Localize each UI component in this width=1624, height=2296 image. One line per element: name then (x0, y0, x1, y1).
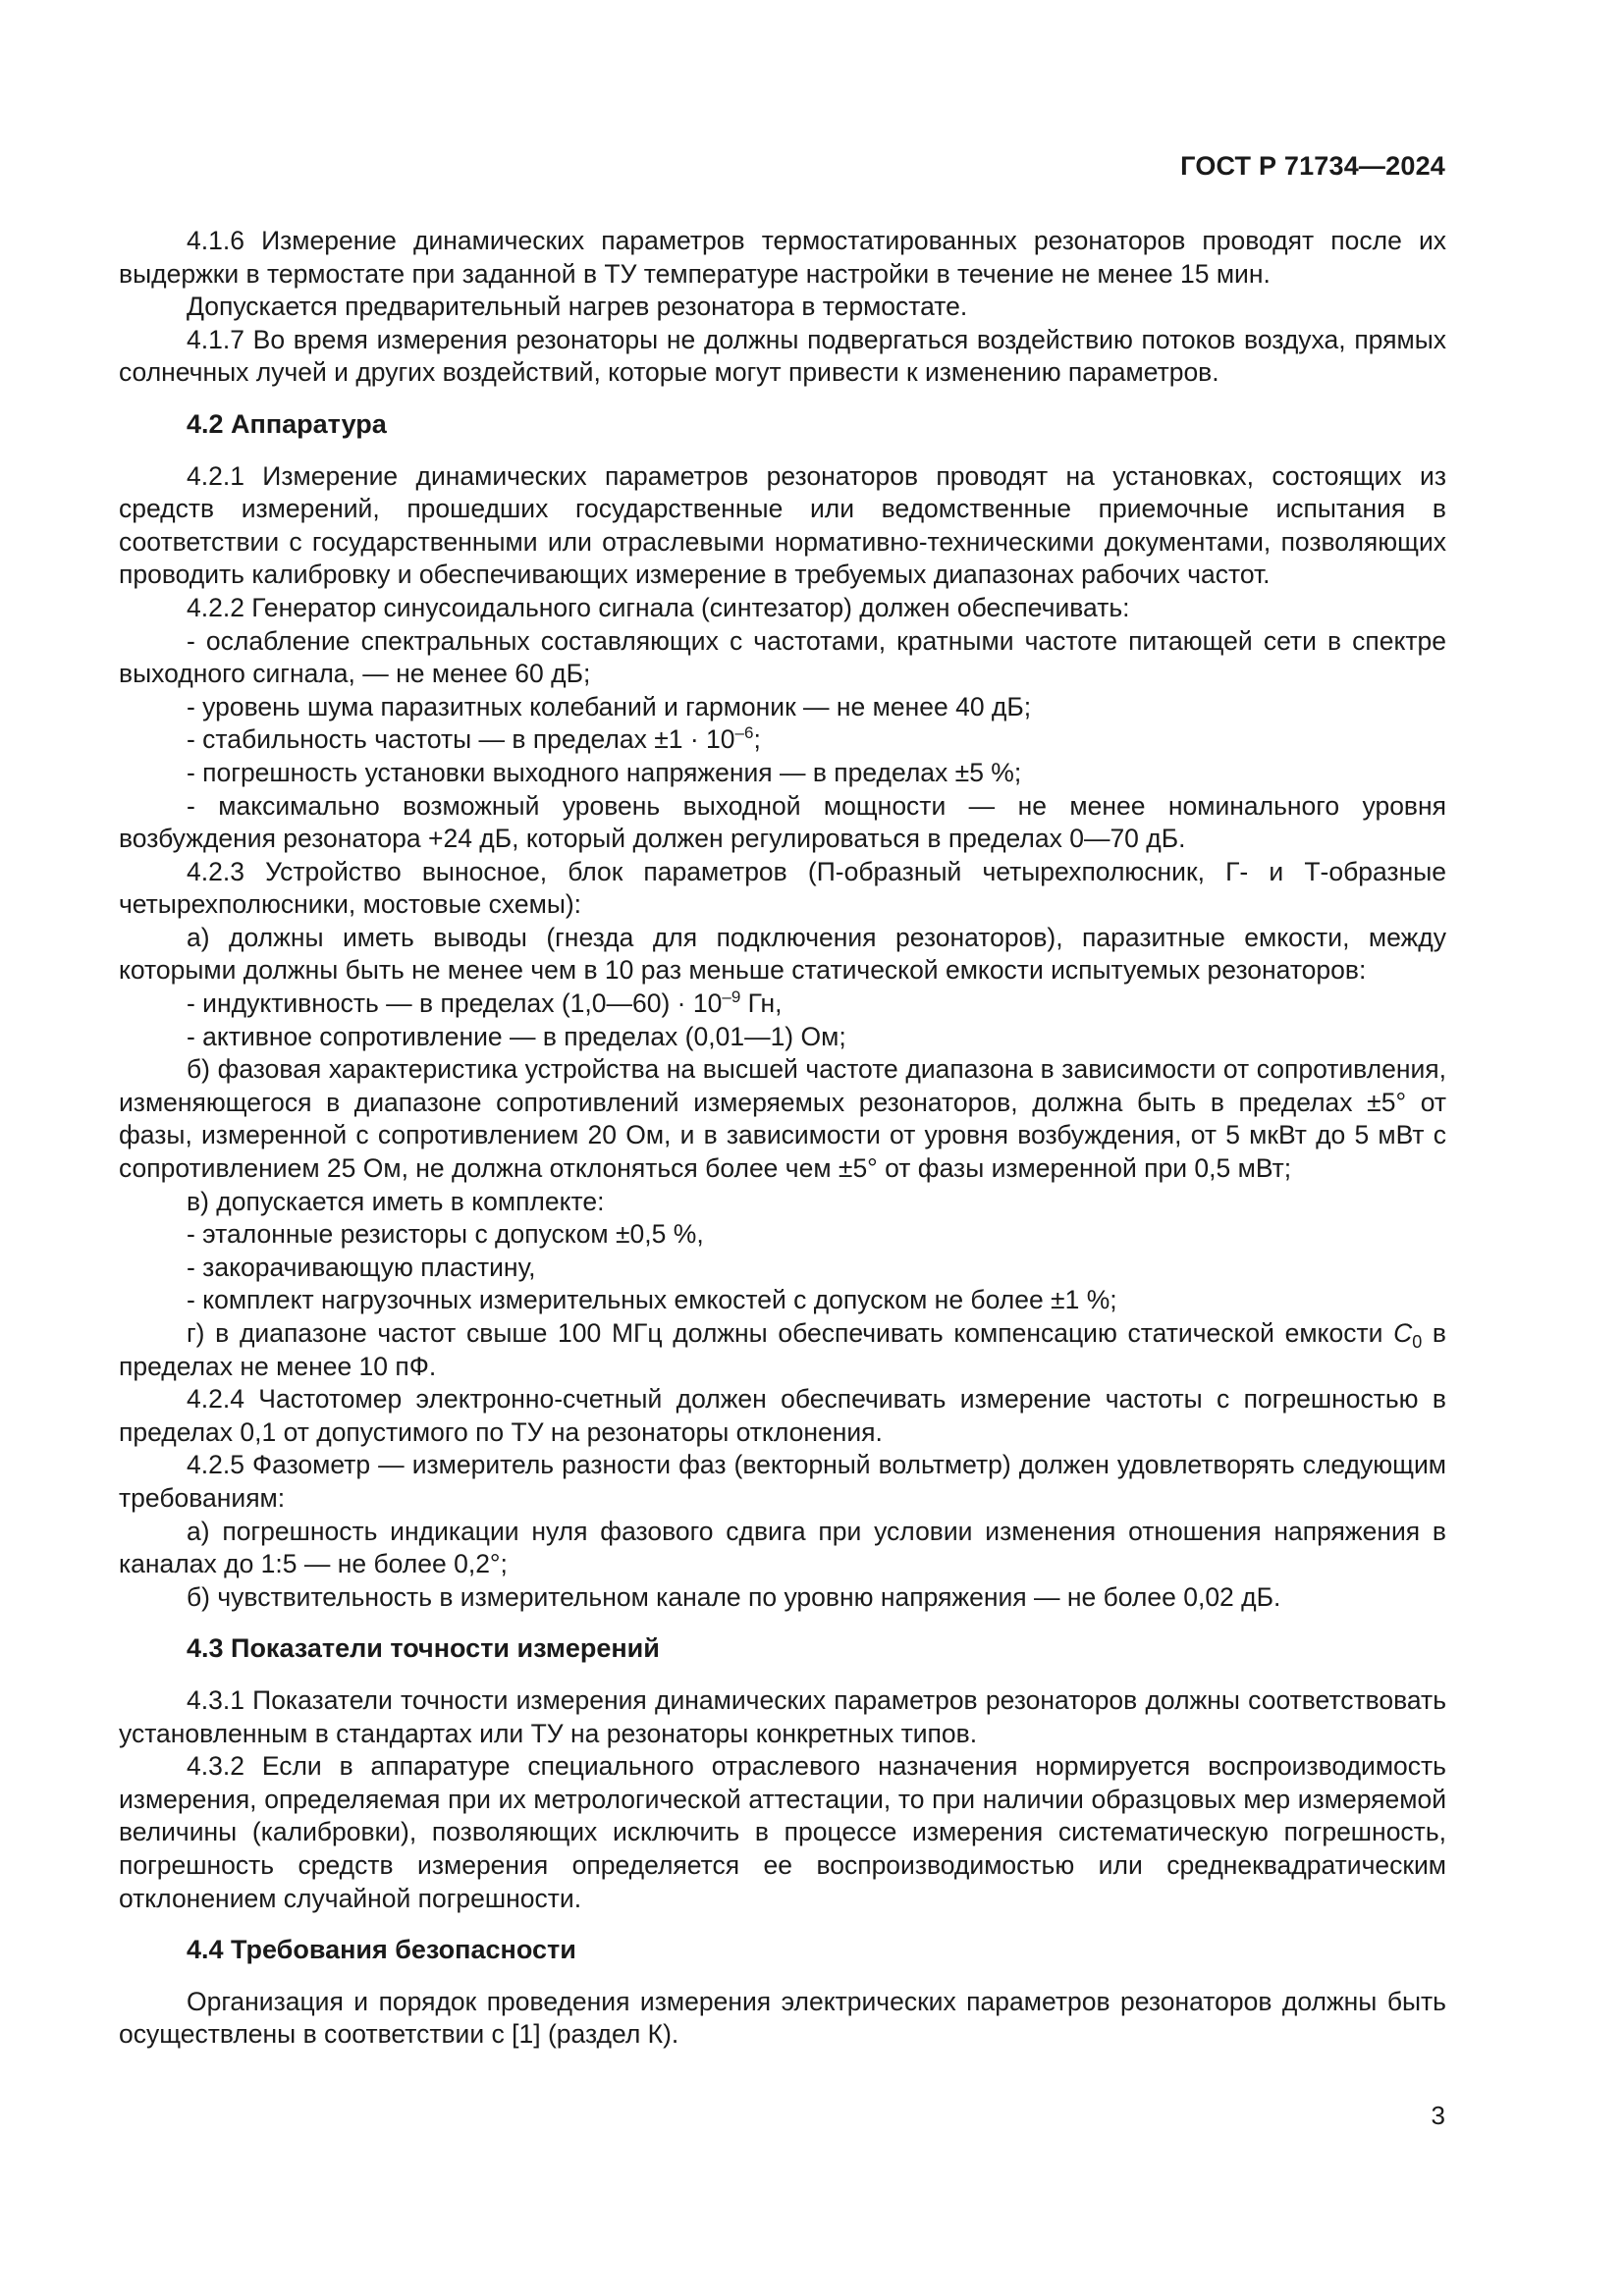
paragraph-4-2-2: 4.2.2 Генератор синусоидального сигнала (синтезатор) должен обеспечивать: (187, 592, 1130, 622)
list-item-4-2-2-1: - ослабление спектральных составляющих с частотами, кратными частоте питающей сети в спектре выходного сигнала, — не менее 60 дБ; (119, 625, 1446, 689)
list-item-text: - индуктивность — в пределах (1,0—60) · 10 (187, 988, 723, 1019)
list-item-text-end: в пределах не менее 10 пФ. (119, 1318, 1446, 1381)
subscript-index: 0 (1412, 1332, 1423, 1352)
heading-4-2: 4.2 Аппаратура (187, 408, 387, 439)
superscript-exponent: –9 (722, 988, 741, 1007)
list-item-4-2-3-v-3: - комплект нагрузочных измерительных емкостей с допуском не более ±1 %; (187, 1285, 1117, 1315)
heading-4-3: 4.3 Показатели точности измерений (187, 1633, 660, 1664)
paragraph-4-1-6: 4.1.6 Измерение динамических параметров термостатированных резонаторов проводят после их выдержки в термостате при заданной в ТУ температуре настройки в течение не менее 15 мин. (119, 226, 1446, 289)
list-item-4-2-3-b: б) фазовая характеристика устройства на высшей частоте диапазона в зависимости от сопротивления, изменяющегося в диапазоне сопротивлений измеряемых резонаторов, должна быть в пределах ±5° от фазы, измеренной с сопротивлением 20 Ом, и в зависимости от уровня возбуждения, от 5 мкВт до 5 мВт с сопротивлением 25 Ом, не должна отклоняться более чем ±5° от фазы измеренной при 0,5 мВт; (119, 1054, 1446, 1184)
list-item-4-2-3-a-2: - активное сопротивление — в пределах (0,01—1) Ом; (187, 1021, 846, 1051)
list-item-4-2-3-v-2: - закорачивающую пластину, (187, 1252, 536, 1282)
document-code-header: ГОСТ Р 71734—2024 (1180, 151, 1445, 181)
list-item-4-2-3-v-1: - эталонные резисторы с допуском ±0,5 %, (187, 1219, 704, 1250)
heading-4-4: 4.4 Требования безопасности (187, 1935, 576, 1965)
list-item-4-2-3-a-1 (119, 988, 1446, 1021)
list-item-4-2-5-a: а) погрешность индикации нуля фазового сдвига при условии изменения отношения напряжения в каналах до 1:5 — не более 0,2°; (119, 1516, 1446, 1579)
page-number: 3 (1431, 2101, 1445, 2130)
list-item-4-2-3-g (119, 1317, 1446, 1383)
list-item-4-2-2-5: - максимально возможный уровень выходной мощности — не менее номинального уровня возбуждения резонатора +24 дБ, который должен регулироваться в пределах 0—70 дБ. (119, 790, 1446, 854)
paragraph-4-1-6-note: Допускается предварительный нагрев резонатора в термостате. (187, 292, 968, 322)
paragraph-4-2-1: 4.2.1 Измерение динамических параметров резонаторов проводят на установках, состоящих из средств измерений, прошедших государственные или ведомственные приемочные испытания в соответствии с государственными или отраслевыми нормативно-техническими документами, позволяющих проводить калибровку и обеспечивающих измерение в требуемых диапазонах рабочих частот. (119, 460, 1446, 590)
variable-c: C (1393, 1318, 1413, 1348)
paragraph-4-3-1: 4.3.1 Показатели точности измерения динамических параметров резонаторов должны соответствовать установленным в стандартах или ТУ на резонаторы конкретных типов. (119, 1684, 1446, 1748)
paragraph-4-2-4: 4.2.4 Частотомер электронно-счетный должен обеспечивать измерение частоты с погрешностью в пределах 0,1 от допустимого по ТУ на резонаторы отклонения. (119, 1384, 1446, 1447)
list-item-4-2-5-b: б) чувствительность в измерительном канале по уровню напряжения — не более 0,02 дБ. (187, 1581, 1281, 1612)
list-item-4-2-3-v: в) допускается иметь в комплекте: (187, 1186, 605, 1216)
superscript-exponent: –6 (734, 723, 754, 743)
list-item-4-2-3-a: а) должны иметь выводы (гнезда для подключения резонаторов), паразитные емкости, между которыми должны быть не менее чем в 10 раз меньше статической емкости испытуемых резонаторов: (119, 922, 1446, 986)
paragraph-4-4: Организация и порядок проведения измерения электрических параметров резонаторов должны быть осуществлены в соответствии с [1] (раздел К). (119, 1986, 1446, 2050)
list-item-text-end: ; (753, 724, 761, 755)
document-body (119, 225, 1446, 2052)
list-item-text: г) в диапазоне частот свыше 100 МГц должны обеспечивать компенсацию статической емкости (187, 1318, 1394, 1348)
paragraph-4-1-7: 4.1.7 Во время измерения резонаторы не должны подвергаться воздействию потоков воздуха, прямых солнечных лучей и других воздействий, которые могут привести к изменению параметров. (119, 324, 1446, 388)
list-item-4-2-2-3 (119, 723, 1446, 757)
paragraph-4-2-3: 4.2.3 Устройство выносное, блок параметров (П-образный четырехполюсник, Г- и Т-образные четырехполюсники, мостовые схемы): (119, 856, 1446, 920)
list-item-text: - стабильность частоты — в пределах ±1 · 10 (187, 724, 735, 755)
list-item-4-2-2-4: - погрешность установки выходного напряжения — в пределах ±5 %; (187, 757, 1022, 787)
list-item-text-end: Гн, (740, 988, 783, 1019)
paragraph-4-2-5: 4.2.5 Фазометр — измеритель разности фаз (векторный вольтметр) должен удовлетворять следующим требованиям: (119, 1450, 1446, 1513)
paragraph-4-3-2: 4.3.2 Если в аппаратуре специального отраслевого назначения нормируется воспроизводимость измерения, определяемая при их метрологической аттестации, то при наличии образцовых мер измеряемой величины (калибровки), позволяющих исключить в процессе измерения систематическую погрешность, погрешность средств измерения определяется ее воспроизводимостью или среднеквадратическим отклонением случайной погрешности. (119, 1751, 1446, 1913)
list-item-4-2-2-2: - уровень шума паразитных колебаний и гармоник — не менее 40 дБ; (187, 691, 1032, 721)
